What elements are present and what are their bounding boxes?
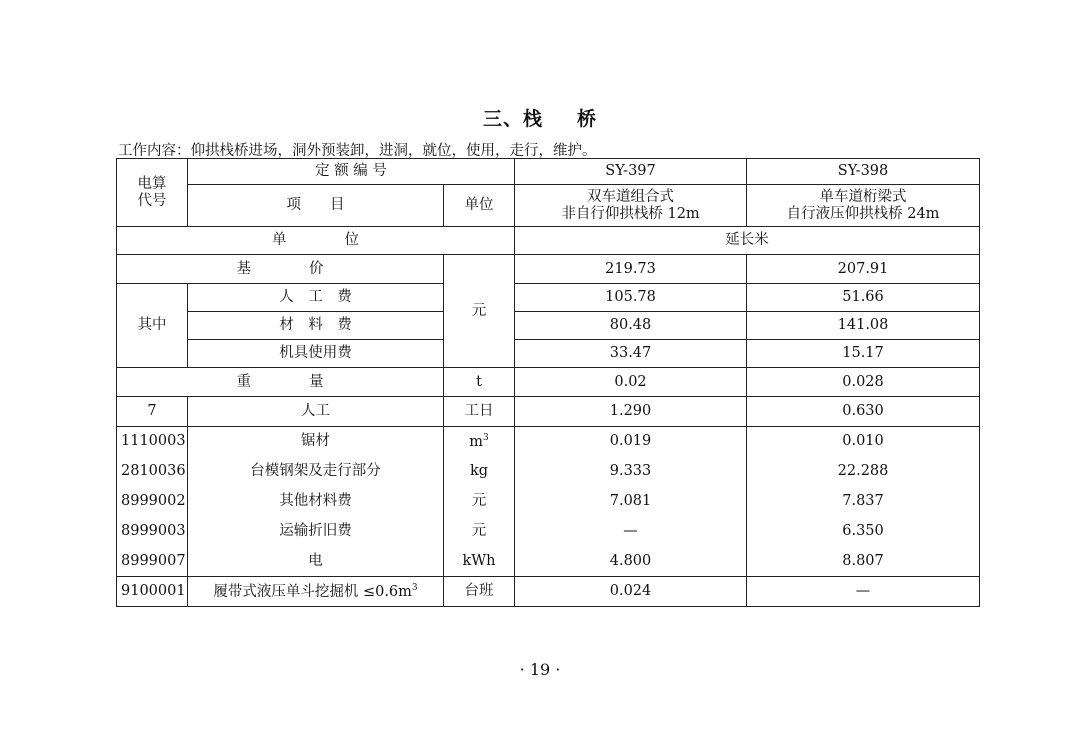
base-price-v2: 207.91	[747, 255, 980, 284]
material-name: 运输折旧费	[188, 517, 444, 547]
breakdown-v1: 33.47	[515, 340, 747, 368]
machine-row	[117, 577, 980, 607]
base-price-v1: 219.73	[515, 255, 747, 284]
material-row	[117, 517, 980, 547]
col2-code: SY-398	[747, 159, 980, 185]
section-title	[0, 104, 1080, 131]
material-unit	[444, 427, 515, 457]
material-code: 8999003	[117, 517, 188, 547]
machine-name-text: 履带式液压单斗挖掘机 ≤0.6m	[213, 583, 412, 600]
material-name: 电	[188, 547, 444, 577]
base-price-label: 基 价	[117, 255, 444, 284]
weight-label: 重 量	[117, 368, 444, 397]
breakdown-row	[117, 284, 980, 312]
unit-row	[117, 227, 980, 255]
machine-v1: 0.024	[515, 577, 747, 607]
material-v2: 0.010	[747, 427, 980, 457]
code-header-line-2: 代号	[137, 192, 167, 209]
machine-unit: 台班	[444, 577, 515, 607]
breakdown-label: 机具使用费	[188, 340, 444, 368]
machine-name	[188, 577, 444, 607]
material-name: 锯材	[188, 427, 444, 457]
code-header	[117, 159, 188, 227]
breakdown-v2: 51.66	[747, 284, 980, 312]
material-v2: 22.288	[747, 457, 980, 487]
material-v1: 0.019	[515, 427, 747, 457]
section-title-prefix: 三、栈	[482, 108, 543, 130]
material-code: 8999007	[117, 547, 188, 577]
weight-v2: 0.028	[747, 368, 980, 397]
header-row-item	[117, 185, 980, 227]
breakdown-group-label: 其中	[117, 284, 188, 368]
material-v2: 7.837	[747, 487, 980, 517]
material-v2: 8.807	[747, 547, 980, 577]
material-unit: kWh	[444, 547, 515, 577]
col2-name-line-2: 自行液压仰拱栈桥 24m	[786, 205, 940, 222]
breakdown-v2: 141.08	[747, 312, 980, 340]
machine-code: 9100001	[117, 577, 188, 607]
labor-unit: 工日	[444, 397, 515, 427]
material-code: 1110003	[117, 427, 188, 457]
quota-no-label: 定 额 编 号	[188, 159, 515, 185]
unit-header: 单位	[444, 185, 515, 227]
col1-name-line-2: 非自行仰拱栈桥 12m	[561, 205, 700, 222]
code-header-line-1: 电算	[137, 175, 167, 192]
material-unit-text: m	[469, 433, 484, 450]
labor-v2: 0.630	[747, 397, 980, 427]
breakdown-v2: 15.17	[747, 340, 980, 368]
header-row-quota-no	[117, 159, 980, 185]
material-row	[117, 547, 980, 577]
material-unit: 元	[444, 517, 515, 547]
material-v2: 6.350	[747, 517, 980, 547]
section-title-suffix: 桥	[577, 108, 598, 130]
col2-name	[747, 185, 980, 227]
base-price-row	[117, 255, 980, 284]
col1-name	[515, 185, 747, 227]
breakdown-row	[117, 340, 980, 368]
work-content: 工作内容：仰拱栈桥进场，洞外预装卸，进洞，就位，使用，走行，维护。	[118, 143, 597, 159]
material-row	[117, 457, 980, 487]
material-v1: 4.800	[515, 547, 747, 577]
item-header: 项 目	[188, 185, 444, 227]
breakdown-v1: 105.78	[515, 284, 747, 312]
labor-v1: 1.290	[515, 397, 747, 427]
material-code: 8999002	[117, 487, 188, 517]
breakdown-label: 人 工 费	[188, 284, 444, 312]
material-v1: 9.333	[515, 457, 747, 487]
quota-table	[116, 158, 980, 607]
weight-v1: 0.02	[515, 368, 747, 397]
material-name: 其他材料费	[188, 487, 444, 517]
material-unit: 元	[444, 487, 515, 517]
material-row	[117, 487, 980, 517]
weight-unit: t	[444, 368, 515, 397]
material-unit: kg	[444, 457, 515, 487]
unit-row-value: 延长米	[515, 227, 980, 255]
money-unit: 元	[444, 255, 515, 368]
material-v1: 7.081	[515, 487, 747, 517]
breakdown-label: 材 料 费	[188, 312, 444, 340]
machine-v2: —	[747, 577, 980, 607]
col1-code: SY-397	[515, 159, 747, 185]
machine-name-sup: 3	[411, 582, 418, 593]
breakdown-row	[117, 312, 980, 340]
col2-name-line-1: 单车道桁梁式	[819, 188, 907, 205]
material-name: 台模钢架及走行部分	[188, 457, 444, 487]
col1-name-line-1: 双车道组合式	[587, 188, 675, 205]
unit-row-label: 单 位	[117, 227, 515, 255]
labor-name: 人工	[188, 397, 444, 427]
material-v1: —	[515, 517, 747, 547]
weight-row	[117, 368, 980, 397]
labor-code: 7	[117, 397, 188, 427]
material-unit-sup: 3	[483, 433, 489, 443]
page-number: · 19 ·	[519, 660, 561, 679]
material-row	[117, 427, 980, 457]
material-code: 2810036	[117, 457, 188, 487]
labor-row	[117, 397, 980, 427]
breakdown-v1: 80.48	[515, 312, 747, 340]
